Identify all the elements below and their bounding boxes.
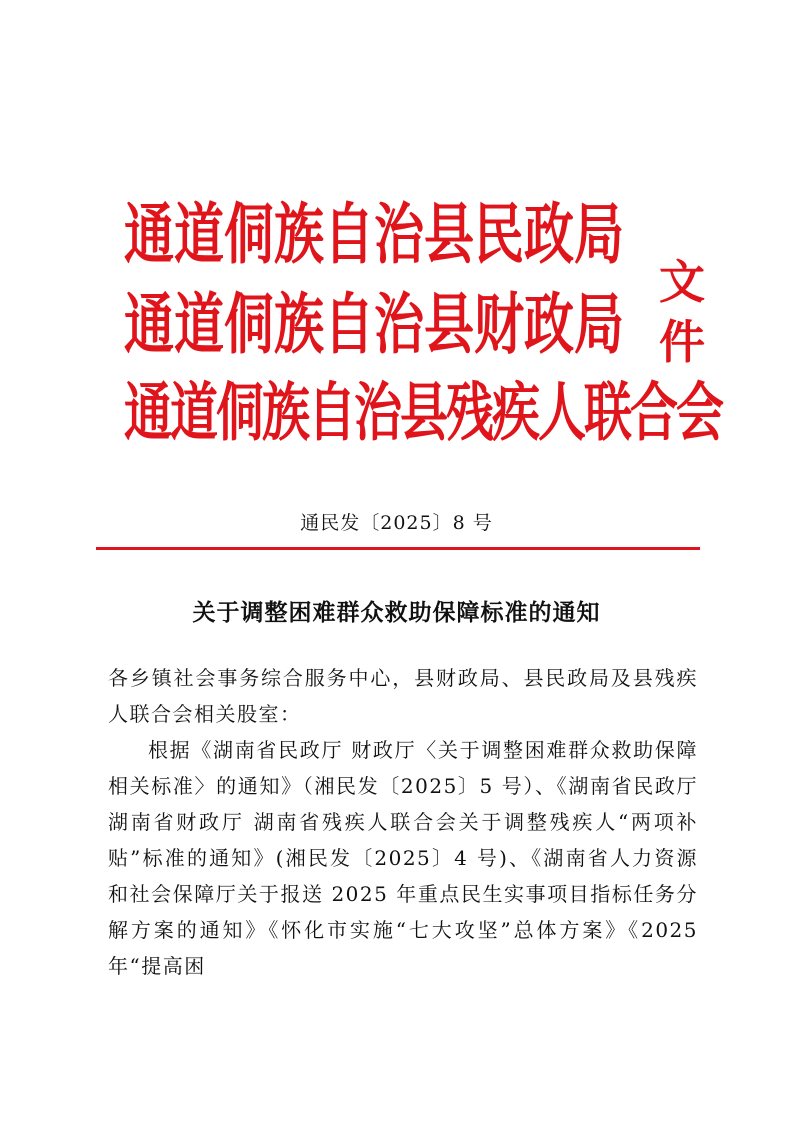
- document-number: 通民发〔2025〕8 号: [300, 512, 493, 534]
- letterhead: [124, 176, 723, 456]
- red-divider-line: [96, 547, 700, 550]
- document-body: [108, 660, 698, 984]
- agency-name-finance: 通道侗族自治县财政局: [124, 286, 624, 364]
- agency-name-disabled-federation: 通道侗族自治县残疾人联合会: [124, 376, 723, 451]
- document-type-label: 文件: [659, 255, 705, 369]
- body-paragraph: 根据《湖南省民政厅 财政厅〈关于调整困难群众救助保障相关标准〉的通知》（湘民发〔2025〕5 号）、《湖南省民政厅 湖南省财政厅 湖南省残疾人联合会关于调整残疾人“两项补贴”标准的通知》(湘民发〔2025〕4 号)、《湖南省人力资源和社会保障厅关于报送 2025 年重点民生实事项目指标任务分解方案的通知》《怀化市实施“七大攻坚”总体方案》《2025 年“提高困: [108, 738, 698, 978]
- document-title: 关于调整困难群众救助保障标准的通知: [192, 600, 601, 626]
- addressee-line: 各乡镇社会事务综合服务中心，县财政局、县民政局及县残疾人联合会相关股室：: [108, 666, 698, 726]
- agency-name-civil-affairs: 通道侗族自治县民政局: [124, 196, 624, 274]
